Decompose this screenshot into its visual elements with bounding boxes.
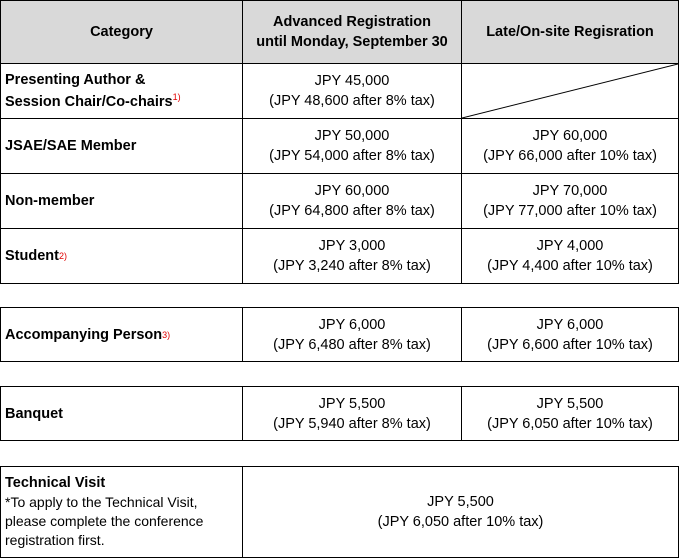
- advanced-price: JPY 6,000: [318, 316, 386, 333]
- advanced-price-tax: (JPY 3,240 after 8% tax): [273, 258, 431, 274]
- technical-visit-note-line1: *To apply to the Technical Visit,: [5, 494, 198, 510]
- technical-visit-price: JPY 5,500: [427, 494, 494, 510]
- category-presenting-author: [1, 64, 243, 118]
- advanced-fee-cell: [243, 64, 462, 118]
- advanced-price-tax: (JPY 64,800 after 8% tax): [269, 203, 435, 219]
- late-price: JPY 70,000: [532, 183, 608, 199]
- category-non-member: Non-member: [1, 174, 243, 228]
- table-row: [1, 308, 678, 361]
- category-label-line2-wrap: [5, 91, 181, 113]
- late-price-tax: (JPY 66,000 after 10% tax): [483, 148, 657, 164]
- advanced-price-tax: (JPY 54,000 after 8% tax): [269, 148, 435, 164]
- advanced-fee-cell: [243, 387, 462, 440]
- advanced-price: JPY 3,000: [318, 238, 386, 254]
- header-category: Category: [1, 1, 243, 63]
- diagonal-strike-line: [462, 64, 678, 118]
- banquet-table: [0, 386, 679, 441]
- category-technical-visit: [1, 467, 243, 557]
- category-banquet: Banquet: [1, 387, 243, 440]
- advanced-price: JPY 5,500: [318, 395, 386, 412]
- late-price: JPY 5,500: [536, 395, 604, 412]
- advanced-fee-cell: [243, 229, 462, 283]
- late-price: JPY 4,000: [536, 238, 604, 254]
- advanced-fee-cell: [243, 308, 462, 361]
- category-label: Student: [5, 248, 59, 264]
- late-price-tax: (JPY 6,050 after 10% tax): [487, 415, 653, 432]
- technical-visit-note-line2: please complete the conference: [5, 513, 204, 529]
- technical-visit-title: Technical Visit: [5, 475, 106, 491]
- table-header-row: [1, 1, 678, 63]
- table-row: [1, 118, 678, 173]
- late-fee-cell: [462, 174, 678, 228]
- late-price: JPY 60,000: [532, 128, 608, 144]
- late-fee-cell: [462, 387, 678, 440]
- category-label: Accompanying Person: [5, 326, 163, 343]
- table-row: [1, 173, 678, 228]
- technical-visit-table: [0, 466, 679, 558]
- footnote-marker: 1): [172, 92, 181, 102]
- category-jsae-sae-member: JSAE/SAE Member: [1, 119, 243, 173]
- category-student: Student 2): [1, 229, 243, 283]
- table-row: [1, 228, 678, 283]
- advanced-price: JPY 45,000: [314, 73, 390, 89]
- advanced-price-tax: (JPY 6,480 after 8% tax): [273, 336, 431, 353]
- late-price-tax: (JPY 6,600 after 10% tax): [487, 336, 653, 353]
- technical-visit-fee-cell: [243, 467, 678, 557]
- advanced-price-tax: (JPY 5,940 after 8% tax): [273, 415, 431, 432]
- table-row: [1, 387, 678, 440]
- category-label-line2: Session Chair/Co-chairs: [5, 94, 173, 110]
- late-fee-cell: [462, 119, 678, 173]
- late-price-tax: (JPY 77,000 after 10% tax): [483, 203, 657, 219]
- late-fee-cell: [462, 308, 678, 361]
- header-advanced-line1: Advanced Registration: [273, 14, 431, 30]
- advanced-price: JPY 50,000: [314, 128, 390, 144]
- late-fee-cell-not-applicable: [462, 64, 678, 118]
- advanced-fee-cell: [243, 119, 462, 173]
- header-advanced-registration: [243, 1, 462, 63]
- late-price-tax: (JPY 4,400 after 10% tax): [487, 258, 653, 274]
- table-row: [1, 63, 678, 118]
- technical-visit-price-tax: (JPY 6,050 after 10% tax): [377, 514, 544, 530]
- header-advanced-line2: until Monday, September 30: [256, 34, 448, 50]
- table-row: [1, 467, 678, 557]
- category-accompanying-person: Accompanying Person 3): [1, 308, 243, 361]
- accompanying-person-table: [0, 307, 679, 362]
- late-price: JPY 6,000: [536, 316, 604, 333]
- advanced-price-tax: (JPY 48,600 after 8% tax): [269, 93, 435, 109]
- technical-visit-note-line3: registration first.: [5, 532, 105, 548]
- advanced-fee-cell: [243, 174, 462, 228]
- late-fee-cell: [462, 229, 678, 283]
- category-label-line1: Presenting Author &: [5, 72, 146, 88]
- advanced-price: JPY 60,000: [314, 183, 390, 199]
- header-late-registration: Late/On-site Regisration: [486, 24, 654, 40]
